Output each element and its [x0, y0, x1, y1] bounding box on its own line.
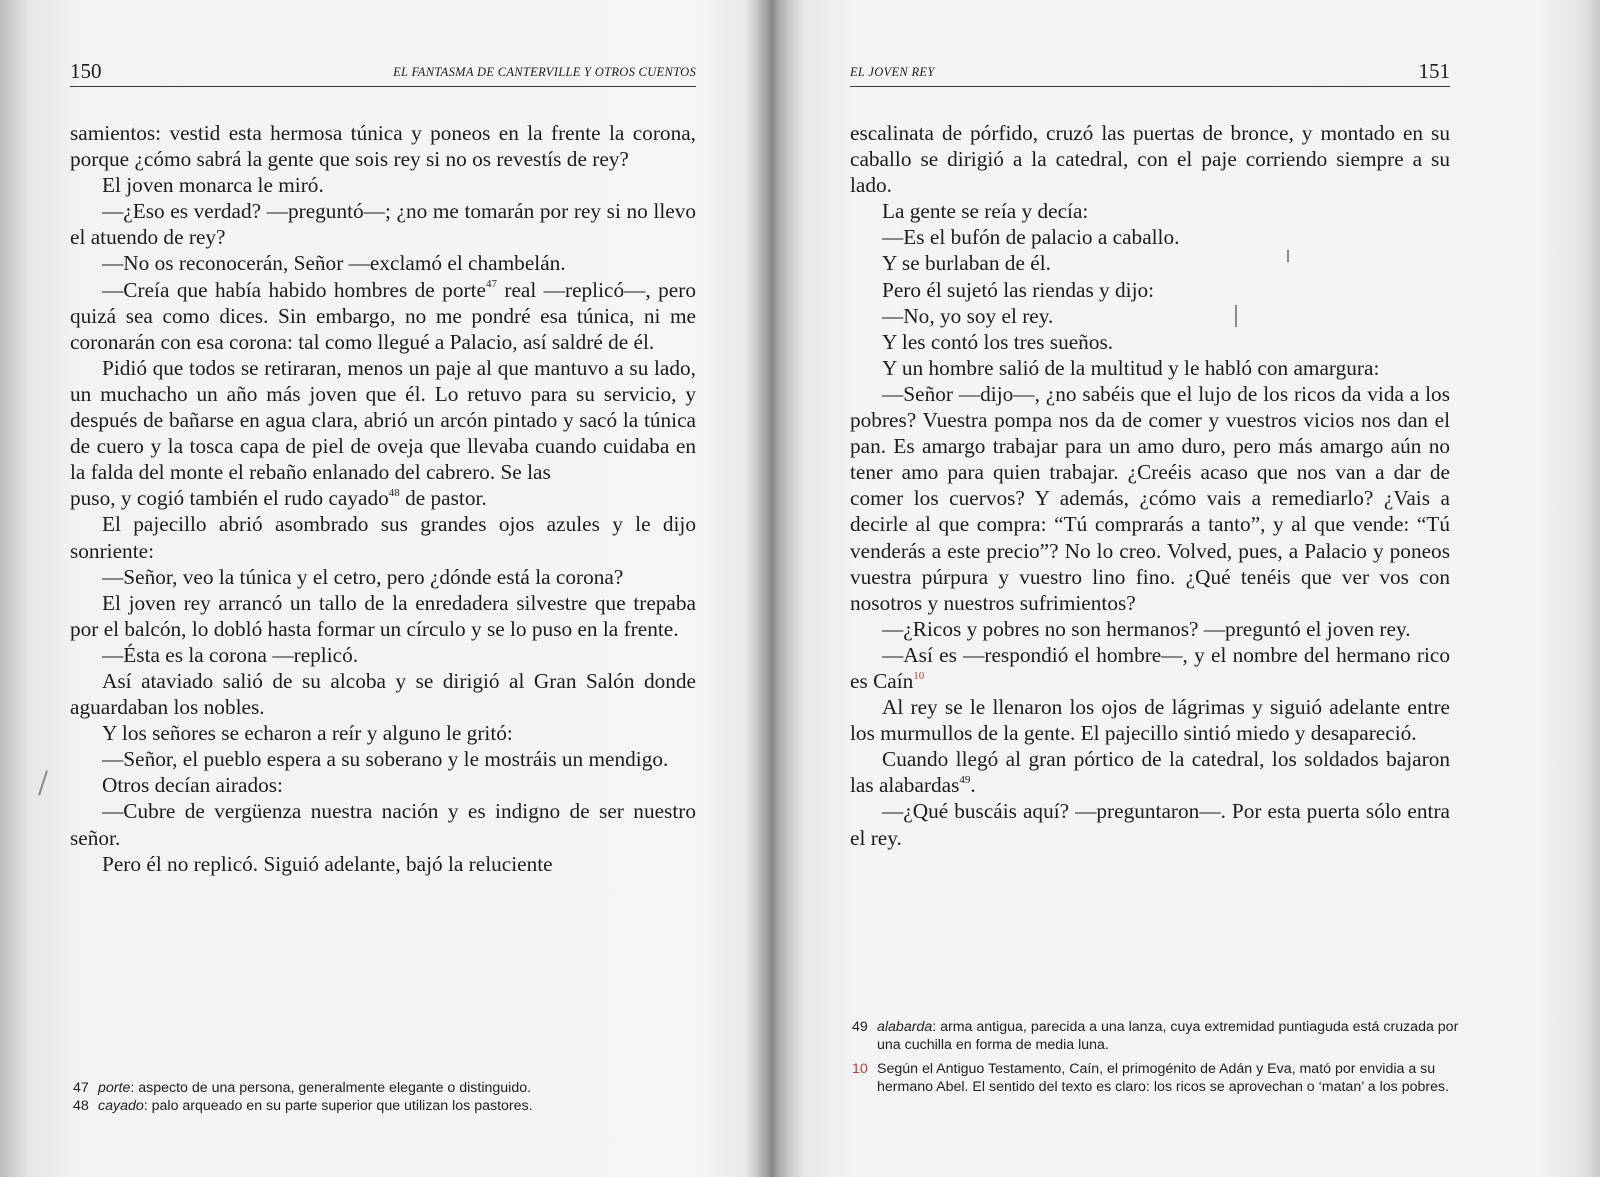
paragraph: samientos: vestid esta hermosa túnica y poneos en la frente la corona, porque ¿cómo sabrá la gente que sois rey si no os revestís de rey? [70, 121, 696, 172]
paragraph-text: —Creía que había habido hombres de porte [102, 277, 486, 302]
footnote-ref: 49 [959, 774, 971, 787]
footnote-definition: Según el Antiguo Testamento, Caín, el primogénito de Adán y Eva, mató por envidia a su hermano Abel. El sentido del texto es claro: los ricos se aprovechan o ‘matan’ a los pobres. [877, 1060, 1450, 1096]
paragraph: —Señor, el pueblo espera a su soberano y le mostráis un mendigo. [102, 747, 669, 772]
paragraph [70, 277, 696, 355]
left-body-text [70, 120, 696, 877]
paragraph: escalinata de pórfido, cruzó las puertas de bronce, y montado en su caballo se dirigió a la catedral, con el paje corriendo siempre a su lado. [850, 121, 1450, 198]
paragraph-text: Cuando llegó al gran pórtico de la catedral, los soldados bajaron las alabardas [850, 747, 1450, 798]
paragraph: —Ésta es la corona —replicó. [102, 642, 359, 667]
paragraph: —Es el bufón de palacio a caballo. [882, 225, 1180, 250]
paragraph: El joven rey arrancó un tallo de la enredadera silvestre que trepaba por el balcón, lo dobló hasta formar un círculo y se lo puso en la frente. [70, 590, 696, 641]
paragraph: Y un hombre salió de la multitud y le habló con amargura: [882, 355, 1380, 380]
footnote-term: porte [98, 1080, 131, 1096]
paragraph: —Señor, veo la túnica y el cetro, pero ¿dónde está la corona? [102, 564, 624, 589]
left-page [0, 0, 770, 1177]
paragraph: La gente se reía y decía: [882, 199, 1089, 224]
left-page-number: 150 [70, 59, 102, 83]
footnote-definition: : aspecto de una persona, generalmente elegante o distinguido. [130, 1080, 532, 1096]
paragraph-text: —Así es —respondió el hombre—, y el nombre del hermano rico es Caín [850, 642, 1450, 693]
pencil-mark [38, 770, 47, 795]
left-running-head [70, 58, 696, 87]
left-running-title: EL FANTASMA DE CANTERVILLE Y OTROS CUENTOS [393, 65, 696, 79]
right-footnotes [852, 1018, 1462, 1102]
paragraph: —¿Qué buscáis aquí? —preguntaron—. Por esta puerta sólo entra el rey. [850, 799, 1450, 850]
paragraph: Al rey se le llenaron los ojos de lágrimas y siguió adelante entre los murmullos de la gente. El pajecillo sintió miedo y desapareció. [850, 695, 1450, 746]
paragraph-text: . [970, 773, 976, 798]
footnote-number: 48 [73, 1098, 89, 1115]
paragraph: Pero él sujetó las riendas y dijo: [882, 277, 1155, 302]
paragraph: Otros decían airados: [102, 773, 283, 798]
paragraph-text: real —replicó—, pero quizá sea como dices. Sin embargo, no me pondré esa túnica, ni me coronarán con esa corona: tal como llegué a Palacio, así saldré de él. [70, 277, 696, 354]
left-footnotes [73, 1079, 713, 1116]
footnote [852, 1018, 1462, 1055]
right-body-text [850, 120, 1450, 851]
footnote-text [98, 1079, 713, 1097]
footnote-definition: : palo arqueado en su parte superior que utilizan los pastores. [143, 1098, 533, 1115]
right-page-number: 151 [1418, 59, 1450, 83]
right-running-head [850, 58, 1450, 87]
footnote [852, 1060, 1462, 1097]
right-page [780, 0, 1600, 1177]
paragraph: Así ataviado salió de su alcoba y se dirigió al Gran Salón donde aguardaban los nobles. [70, 668, 696, 720]
paragraph: Pidió que todos se retiraran, menos un paje al que mantuvo a su lado, un muchacho un año más joven que él. Lo retuvo para su servicio, y después de bañarse en agua clara, abrió un arcón pintado y sacó la túnica de cuero y la tosca capa de piel de oveja que llevaba cuando cuidaba en la falda del monte el rebaño enlanado del cabrero. Se las [70, 355, 696, 485]
paragraph [850, 746, 1450, 798]
paragraph: —No os reconocerán, Señor —exclamó el chambelán. [102, 251, 566, 276]
right-running-title: EL JOVEN REY [850, 65, 935, 79]
footnote-text [98, 1097, 713, 1115]
paragraph: —No, yo soy el rey. [882, 303, 1054, 328]
paragraph: Y se burlaban de él. [882, 251, 1051, 276]
footnote-number: 10 [852, 1060, 868, 1077]
footnote-number: 47 [73, 1080, 89, 1096]
footnote-definition: : arma antigua, parecida a una lanza, cuya extremidad puntiaguda está cruzada por una cuchilla en forma de media luna. [877, 1019, 1459, 1054]
paragraph: Pero él no replicó. Siguió adelante, bajó la reluciente [102, 851, 553, 876]
footnote-term: cayado [98, 1098, 144, 1115]
footnote-ref: 48 [388, 487, 400, 500]
paragraph [70, 485, 696, 511]
paragraph-text: puso, y cogió también el rudo cayado [70, 486, 389, 511]
footnote-number: 49 [852, 1019, 868, 1035]
footnote [73, 1097, 713, 1115]
footnote-term: alabarda [877, 1019, 933, 1035]
paragraph: —Señor —dijo—, ¿no sabéis que el lujo de los ricos da vida a los pobres? Vuestra pompa nos da de comer y vuestros vicios nos dan el pan. Es amargo trabajar para un amo duro, pero más amargo aún no tener amo para quien trabajar. ¿Creéis acaso que nos van a dar de comer los cuervos? Y además, ¿cómo vais a remediarlo? ¿Vais a decirle al que compra: “Tú comprarás a tanto”, y al que vende: “Tú venderás a este precio”? No lo creo. Volved, pues, a Palacio y poneos vuestra púrpura y vuestro lino fino. ¿Qué tenéis que ver vos con nosotros y nuestros sufrimientos? [850, 381, 1450, 615]
paragraph: Y los señores se echaron a reír y alguno le gritó: [102, 721, 513, 746]
paragraph: —¿Eso es verdad? —preguntó—; ¿no me tomarán por rey si no llevo el atuendo de rey? [70, 199, 696, 250]
footnote-ref: 10 [913, 669, 925, 682]
paragraph: —¿Ricos y pobres no son hermanos? —preguntó el joven rey. [882, 616, 1411, 641]
pencil-mark [1287, 250, 1289, 262]
paragraph: El joven monarca le miró. [102, 173, 324, 198]
footnote-ref: 47 [485, 278, 497, 291]
paragraph: —Cubre de vergüenza nuestra nación y es indigno de ser nuestro señor. [70, 799, 696, 850]
pencil-mark [1235, 305, 1237, 327]
paragraph: El pajecillo abrió asombrado sus grandes ojos azules y le dijo sonriente: [70, 512, 696, 563]
paragraph [850, 642, 1450, 694]
footnote-text [877, 1060, 1462, 1097]
paragraph-text: de pastor. [399, 486, 487, 511]
footnote-text [877, 1018, 1462, 1055]
paragraph: Y les contó los tres sueños. [882, 329, 1114, 354]
footnote [73, 1079, 713, 1097]
